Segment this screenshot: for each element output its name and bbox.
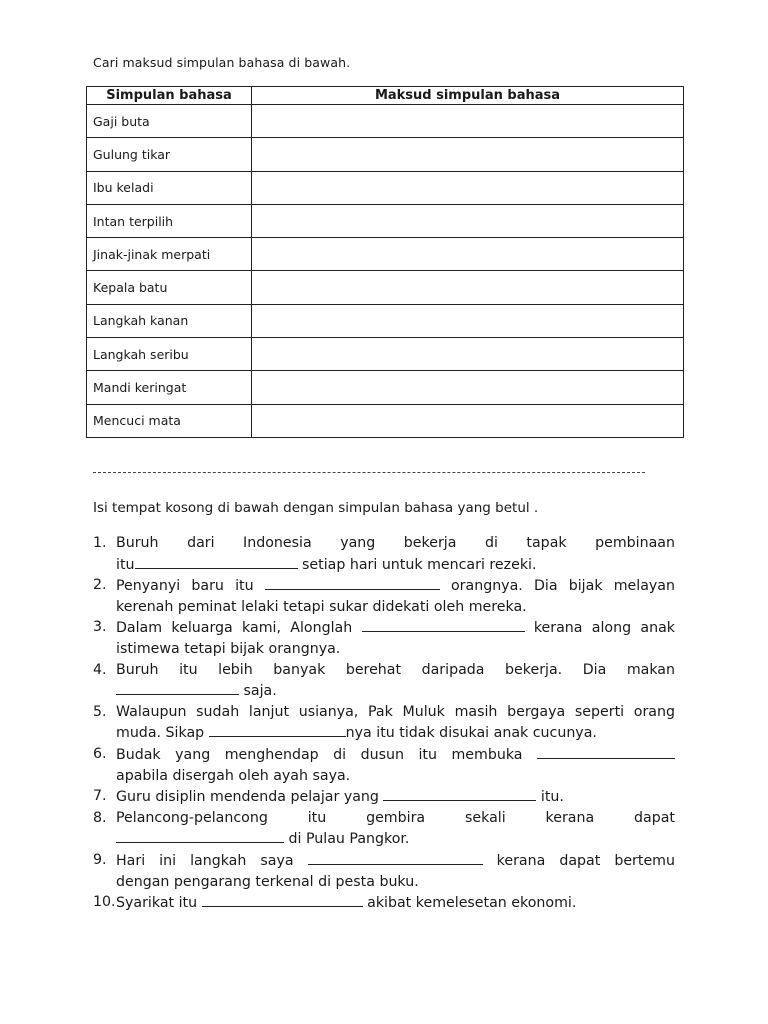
answer-blank[interactable] [362,617,525,632]
idiom-table [86,86,684,438]
header-maksud: Maksud simpulan bahasa [252,87,684,105]
question-item [93,850,675,892]
meaning-cell[interactable] [252,371,684,404]
question-item [93,786,675,808]
question-line: saja. [116,680,675,702]
question-number: 10. [93,894,116,911]
meaning-cell[interactable] [252,238,684,271]
table-row [87,304,684,337]
table-row [87,171,684,204]
answer-blank[interactable] [116,828,284,843]
answer-blank[interactable] [135,554,298,569]
idiom-cell: Jinak-jinak merpati [87,238,252,271]
question-line: Buruh dari Indonesia yang bekerja di tapak pembinaan [116,535,675,551]
answer-blank[interactable] [308,850,483,865]
question-line: Budak yang menghendap di dusun itu membuka [116,744,675,766]
question-line: Pelancong-pelancong itu gembira sekali kerana dapat [116,809,675,826]
question-number: 4. [93,661,107,678]
table-row [87,105,684,138]
idiom-cell: Gulung tikar [87,138,252,171]
idiom-cell: Langkah seribu [87,338,252,371]
question-number: 9. [93,851,107,868]
meaning-cell[interactable] [252,171,684,204]
meaning-cell[interactable] [252,138,684,171]
question-item [93,533,675,575]
question-line: Buruh itu lebih banyak berehat daripada bekerja. Dia makan [116,661,675,678]
answer-blank[interactable] [383,786,536,801]
table-row [87,338,684,371]
table-row [87,204,684,237]
question-line: di Pulau Pangkor. [116,828,675,850]
question-line: Walaupun sudah lanjut usianya, Pak Muluk masih bergaya seperti orang [116,703,675,720]
question-line: Penyanyi baru itu orangnya. Dia bijak melayan [116,575,675,597]
idiom-cell: Langkah kanan [87,304,252,337]
answer-blank[interactable] [209,722,346,737]
question-line: kerenah peminat lelaki tetapi sukar didekati oleh mereka. [116,598,527,615]
question-number: 7. [93,788,107,805]
table-row [87,238,684,271]
table-row [87,271,684,304]
question-number: 3. [93,619,107,636]
question-line: apabila disergah oleh ayah saya. [116,767,351,784]
answer-blank[interactable] [265,575,440,590]
question-item [93,617,675,659]
question-item [93,892,675,914]
meaning-cell[interactable] [252,105,684,138]
dashed-divider [93,472,645,473]
table-row [87,404,684,437]
question-number: 2. [93,577,107,594]
meaning-cell[interactable] [252,304,684,337]
answer-blank[interactable] [202,892,363,907]
question-item [93,575,675,617]
meaning-cell[interactable] [252,271,684,304]
idiom-cell: Intan terpilih [87,204,252,237]
meaning-cell[interactable] [252,404,684,437]
question-line: Syarikat itu akibat kemelesetan ekonomi. [116,892,675,914]
idiom-cell: Ibu keladi [87,171,252,204]
question-item [93,702,675,744]
question-number: 5. [93,703,107,720]
instruction-2: Isi tempat kosong di bawah dengan simpulan bahasa yang betul . [93,500,539,516]
question-number: 1. [93,535,107,551]
question-number: 8. [93,809,107,826]
answer-blank[interactable] [116,680,239,695]
question-line: Hari ini langkah saya kerana dapat bertemu [116,850,675,872]
question-line: istimewa tetapi bijak orangnya. [116,640,341,657]
idiom-cell: Mandi keringat [87,371,252,404]
idiom-cell: Gaji buta [87,105,252,138]
question-item [93,660,675,702]
idiom-cell: Mencuci mata [87,404,252,437]
question-line: itu setiap hari untuk mencari rezeki. [116,554,675,576]
table-row [87,371,684,404]
table-row [87,138,684,171]
question-line: Dalam keluarga kami, Alonglah kerana along anak [116,617,675,639]
meaning-cell[interactable] [252,338,684,371]
question-line: Guru disiplin mendenda pelajar yang itu. [116,786,675,808]
header-simpulan-bahasa: Simpulan bahasa [87,87,252,105]
idiom-cell: Kepala batu [87,271,252,304]
meaning-cell[interactable] [252,204,684,237]
question-line: dengan pengarang terkenal di pesta buku. [116,873,419,890]
question-item [93,744,675,786]
question-number: 6. [93,745,107,762]
instruction-1: Cari maksud simpulan bahasa di bawah. [93,55,351,70]
question-item [93,808,675,850]
question-line: muda. Sikap nya itu tidak disukai anak cucunya. [116,722,675,744]
answer-blank[interactable] [537,744,675,759]
table-header-row [87,87,684,105]
question-list [93,533,675,914]
